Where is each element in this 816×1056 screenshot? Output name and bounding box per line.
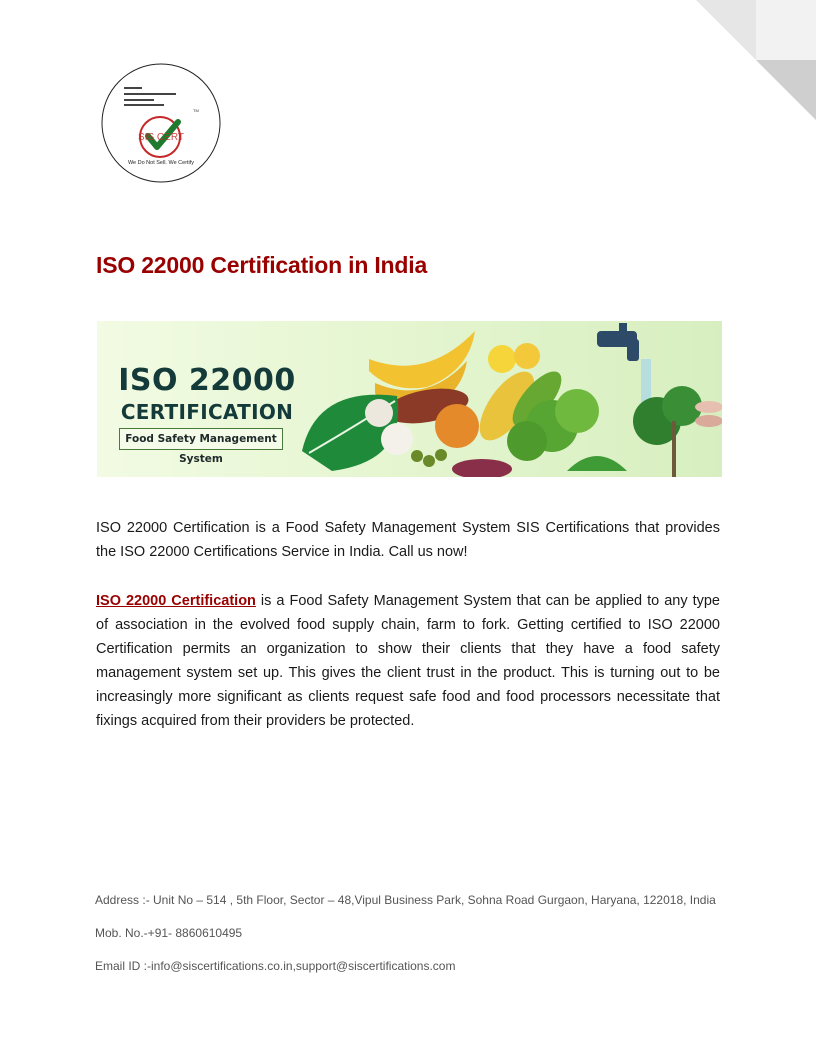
- footer-email: Email ID :-info@siscertifications.co.in,support@siscertifications.com: [95, 959, 456, 973]
- page-title: ISO 22000 Certification in India: [96, 252, 428, 278]
- footer-address: Address :- Unit No – 514 , 5th Floor, Sector – 48,Vipul Business Park, Sohna Road Gurgaon, Haryana, 122018, India: [95, 893, 716, 907]
- banner-heading: ISO 22000: [118, 363, 296, 398]
- logo-brand-text: SIS CERT: [138, 132, 184, 143]
- page-corner-decoration: [696, 0, 816, 120]
- body-paragraph: [96, 589, 720, 733]
- iso-22000-banner-image: [97, 321, 722, 477]
- footer-mobile: Mob. No.-+91- 8860610495: [95, 926, 243, 940]
- intro-paragraph: ISO 22000 Certification is a Food Safety Management System SIS Certifications that provides the ISO 22000 Certifications Service in India. Call us now!: [96, 520, 720, 560]
- banner-caption: Food Safety Management System: [119, 428, 283, 450]
- company-logo: [100, 62, 222, 184]
- iso-22000-certification-link[interactable]: ISO 22000 Certification: [96, 593, 256, 609]
- logo-tm: TM: [193, 108, 199, 113]
- logo-tagline: We Do Not Sell. We Certify: [127, 160, 195, 166]
- banner-subheading: CERTIFICATION: [120, 400, 294, 424]
- body-text: is a Food Safety Management System that can be applied to any type of association in the evolved food supply chain, farm to fork. Getting certified to ISO 22000 Certification permits an organization to show their clients that they have a food safety management system set up. This gives the client trust in the product. This is turning out to be increasingly more significant as clients request safe food and food processors necessitate that fixings acquired from their providers be protected.: [96, 593, 720, 729]
